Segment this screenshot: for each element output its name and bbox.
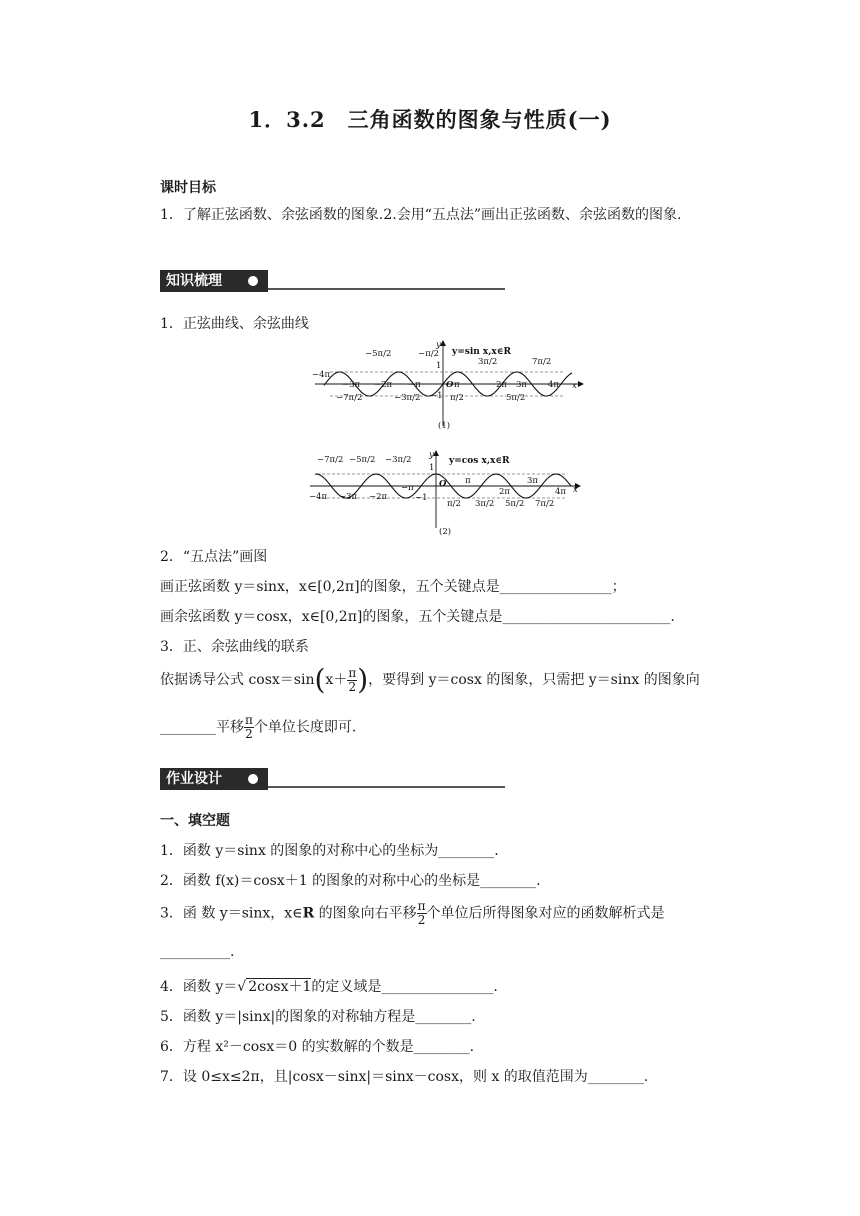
k3-line1-b: x＋ bbox=[325, 672, 348, 688]
graph1-label-top-1: −π/2 bbox=[418, 349, 439, 359]
graph1-label-axis-7: 3π bbox=[516, 380, 527, 390]
banner-label: 知识梳理 bbox=[160, 270, 268, 292]
k3-line2 bbox=[160, 714, 356, 741]
objectives-heading: 课时目标 bbox=[160, 180, 216, 196]
frac-den: 2 bbox=[348, 679, 357, 694]
q3-frac-num: π bbox=[417, 899, 426, 913]
paren-left: ( bbox=[314, 663, 326, 696]
sqrt-icon: √ bbox=[237, 979, 247, 995]
question-3 bbox=[160, 900, 665, 927]
graph1-caption: (1) bbox=[438, 421, 451, 431]
graph2-label-axis-9: −1 bbox=[415, 493, 428, 503]
q3-R: R bbox=[302, 905, 315, 922]
k3-line2-b: 个单位长度即可. bbox=[253, 719, 357, 736]
banner-rule bbox=[268, 786, 505, 788]
q3-b: 的图象向右平移 bbox=[314, 905, 417, 922]
k3-line2-a: ________平移 bbox=[160, 719, 244, 736]
graph2-func: y=cos x,x∈R bbox=[449, 456, 510, 466]
graph2-caption: (2) bbox=[439, 527, 452, 537]
q4-sqrt: 2cosx＋1 bbox=[248, 979, 312, 995]
graph2-label-top-4: π bbox=[465, 476, 471, 486]
k3-line1 bbox=[160, 663, 700, 696]
q4-b: 的定义域是________________. bbox=[311, 979, 498, 995]
k2-line2: 画余弦函数 y＝cosx，x∈[0,2π]的图象，五个关键点是________________________. bbox=[160, 609, 675, 625]
graph2-label-axis-6: 4π bbox=[555, 487, 566, 497]
graph2-label-axis-1: −3π bbox=[339, 492, 358, 502]
banner-dot-icon bbox=[248, 276, 258, 286]
graph2-label-axis-7: x bbox=[573, 485, 578, 495]
graph1-label-axis-10: y bbox=[436, 340, 441, 350]
frac-num-b: π bbox=[245, 713, 253, 727]
k2-line1: 画正弦函数 y＝sinx，x∈[0,2π]的图象，五个关键点是________________； bbox=[160, 579, 626, 595]
graph1-label-axis-11: −1 bbox=[430, 391, 443, 401]
graph2-label-axis-5: 2π bbox=[499, 487, 510, 497]
graph1-label-axis-2: −2π bbox=[374, 380, 393, 390]
sine-graph bbox=[310, 338, 590, 433]
graph2-label-top-2: −3π/2 bbox=[385, 455, 412, 465]
banner-rule bbox=[268, 288, 505, 290]
question-6: 6．方程 x²－cosx＝0 的实数解的个数是________. bbox=[160, 1039, 475, 1055]
graph1-label-top-3: 3π/2 bbox=[478, 357, 498, 367]
cosine-graph bbox=[305, 448, 590, 538]
graph2-label-top-0: −7π/2 bbox=[317, 455, 344, 465]
frac-den-b: 2 bbox=[245, 727, 253, 741]
graph1-label-bottom-1: −3π/2 bbox=[394, 393, 421, 403]
graph2-label-top-1: −5π/2 bbox=[349, 455, 376, 465]
graph1-label-axis-8: 4π bbox=[548, 380, 559, 390]
question-7: 7．设 0≤x≤2π，且|cosx－sinx|＝sinx－cosx，则 x 的取值范围为________. bbox=[160, 1069, 649, 1085]
graph2-label-top-3: 1 bbox=[429, 463, 435, 473]
q3-c: 个单位后所得图象对应的函数解析式是 bbox=[426, 905, 665, 922]
graph2-label-bottom-0: π/2 bbox=[447, 499, 461, 509]
graph1-label-axis-0: −4π bbox=[312, 370, 331, 380]
fraction-pi-over-2 bbox=[347, 667, 357, 694]
fraction-pi-over-2-b bbox=[244, 714, 254, 741]
section-banner-knowledge bbox=[160, 270, 505, 292]
graph1-label-bottom-0: −7π/2 bbox=[336, 393, 363, 403]
q4-a: 4．函数 y＝ bbox=[160, 979, 238, 995]
question-5: 5．函数 y＝|sinx|的图象的对称轴方程是________. bbox=[160, 1009, 476, 1025]
graph1-label-bottom-3: 5π/2 bbox=[506, 393, 526, 403]
graph2-label-bottom-1: 3π/2 bbox=[475, 499, 495, 509]
graph2-label-bottom-2: 5π/2 bbox=[505, 499, 525, 509]
banner-dot-icon bbox=[248, 774, 258, 784]
page-title: 1．3.2 三角函数的图象与性质(一) bbox=[248, 107, 612, 132]
fill-heading: 一、填空题 bbox=[160, 813, 230, 829]
question-3-line2: __________. bbox=[160, 944, 235, 960]
k3-heading: 3．正、余弦曲线的联系 bbox=[160, 639, 309, 655]
graph2-label-axis-8: y bbox=[429, 450, 434, 460]
section-banner-homework bbox=[160, 768, 505, 790]
k3-line1-a: 依据诱导公式 cosx＝sin bbox=[160, 672, 315, 688]
graph2-label-axis-3: −π bbox=[401, 483, 414, 493]
objectives-text: 1．了解正弦函数、余弦函数的图象.2.会用“五点法”画出正弦函数、余弦函数的图象. bbox=[160, 207, 682, 223]
banner-label: 作业设计 bbox=[160, 768, 268, 790]
question-4 bbox=[160, 976, 498, 996]
graph1-label-top-0: −5π/2 bbox=[365, 349, 392, 359]
question-1: 1．函数 y＝sinx 的图象的对称中心的坐标为________. bbox=[160, 843, 499, 859]
graph1-label-axis-4: O bbox=[446, 380, 454, 390]
k3-line1-c: ，要得到 y＝cosx 的图象，只需把 y＝sinx 的图象向 bbox=[368, 672, 700, 688]
graph1-label-axis-3: −π bbox=[408, 380, 421, 390]
graph1-label-axis-6: 2π bbox=[496, 380, 507, 390]
graph2-label-axis-4: O bbox=[439, 479, 447, 489]
question-2: 2．函数 f(x)＝cosx＋1 的图象的对称中心的坐标是________. bbox=[160, 873, 541, 889]
k2-heading: 2．“五点法”画图 bbox=[160, 549, 268, 565]
paren-right: ) bbox=[357, 663, 369, 696]
graph1-func: y=sin x,x∈R bbox=[452, 347, 511, 357]
graph1-label-axis-9: x bbox=[572, 381, 577, 391]
k1-heading: 1．正弦曲线、余弦曲线 bbox=[160, 316, 309, 332]
graph1-label-axis-1: −3π bbox=[342, 380, 361, 390]
graph2-label-axis-2: −2π bbox=[369, 492, 388, 502]
graph1-label-axis-5: π bbox=[454, 380, 460, 390]
graph2-label-bottom-3: 7π/2 bbox=[535, 499, 555, 509]
frac-num: π bbox=[348, 665, 357, 680]
q3-a: 3．函 数 y＝sinx，x∈ bbox=[160, 905, 303, 922]
graph1-label-bottom-2: π/2 bbox=[450, 393, 464, 403]
graph1-label-top-4: 7π/2 bbox=[532, 357, 552, 367]
graph1-label-top-2: 1 bbox=[436, 361, 442, 371]
graph2-label-axis-0: −4π bbox=[309, 492, 328, 502]
q3-frac-den: 2 bbox=[417, 913, 426, 927]
q3-fraction bbox=[417, 900, 427, 927]
graph2-label-top-5: 3π bbox=[527, 476, 538, 486]
